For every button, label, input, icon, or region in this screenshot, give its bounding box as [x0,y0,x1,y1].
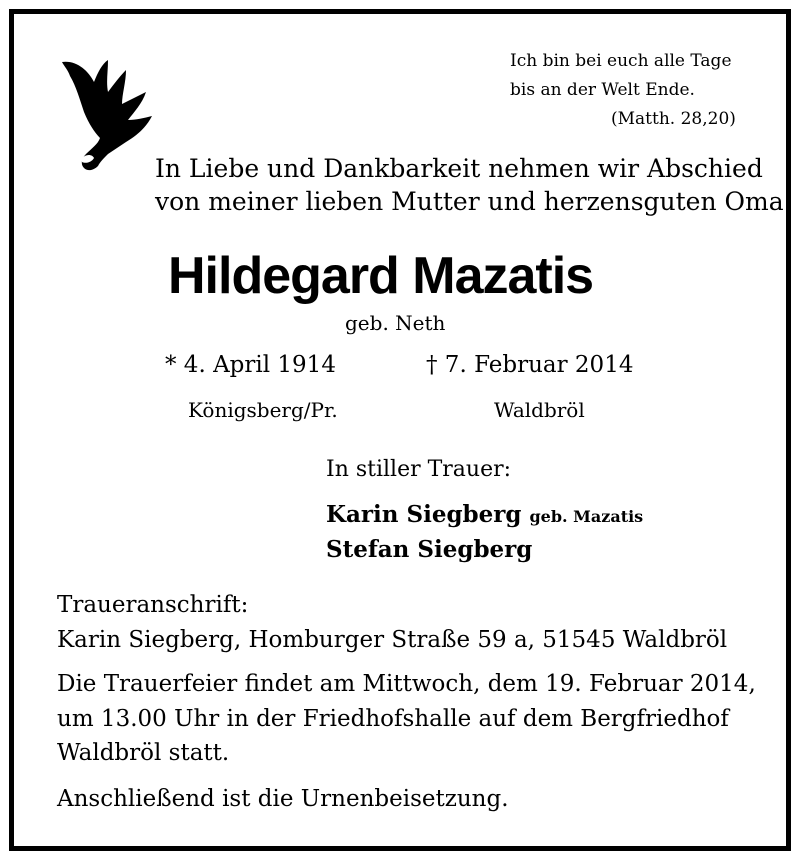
mourner-note: geb. Mazatis [529,507,644,526]
bible-verse-reference: (Matth. 28,20) [611,109,736,129]
mourner-name: Stefan Siegberg [326,536,533,563]
death-date: † 7. Februar 2014 [426,352,634,378]
deceased-name: Hildegard Mazatis [168,247,594,305]
service-line: Waldbröl statt. [57,740,230,766]
mourners-label: In stiller Trauer: [326,457,512,482]
intro-line: von meiner lieben Mutter und herzensguten Oma [155,187,784,216]
birth-place: Königsberg/Pr. [188,398,338,422]
mourner-entry [326,501,643,528]
birth-date: * 4. April 1914 [165,352,336,378]
closing-line: Anschließend ist die Urnenbeisetzung. [57,786,509,812]
mourner-name: Karin Siegberg [326,501,522,528]
bible-verse-line: bis an der Welt Ende. [510,80,695,100]
intro-line: In Liebe und Dankbarkeit nehmen wir Abschied [155,154,763,183]
maiden-name: geb. Neth [345,311,446,335]
address-label: Traueranschrift: [57,592,249,618]
service-line: um 13.00 Uhr in der Friedhofshalle auf dem Bergfriedhof [57,706,729,732]
mourner-entry [326,536,532,563]
bible-verse-line: Ich bin bei euch alle Tage [510,51,732,71]
stag-antler-logo [58,56,156,174]
service-line: Die Trauerfeier findet am Mittwoch, dem 19. Februar 2014, [57,671,756,697]
death-place: Waldbröl [494,398,585,422]
address-line: Karin Siegberg, Homburger Straße 59 a, 51545 Waldbröl [57,627,728,653]
